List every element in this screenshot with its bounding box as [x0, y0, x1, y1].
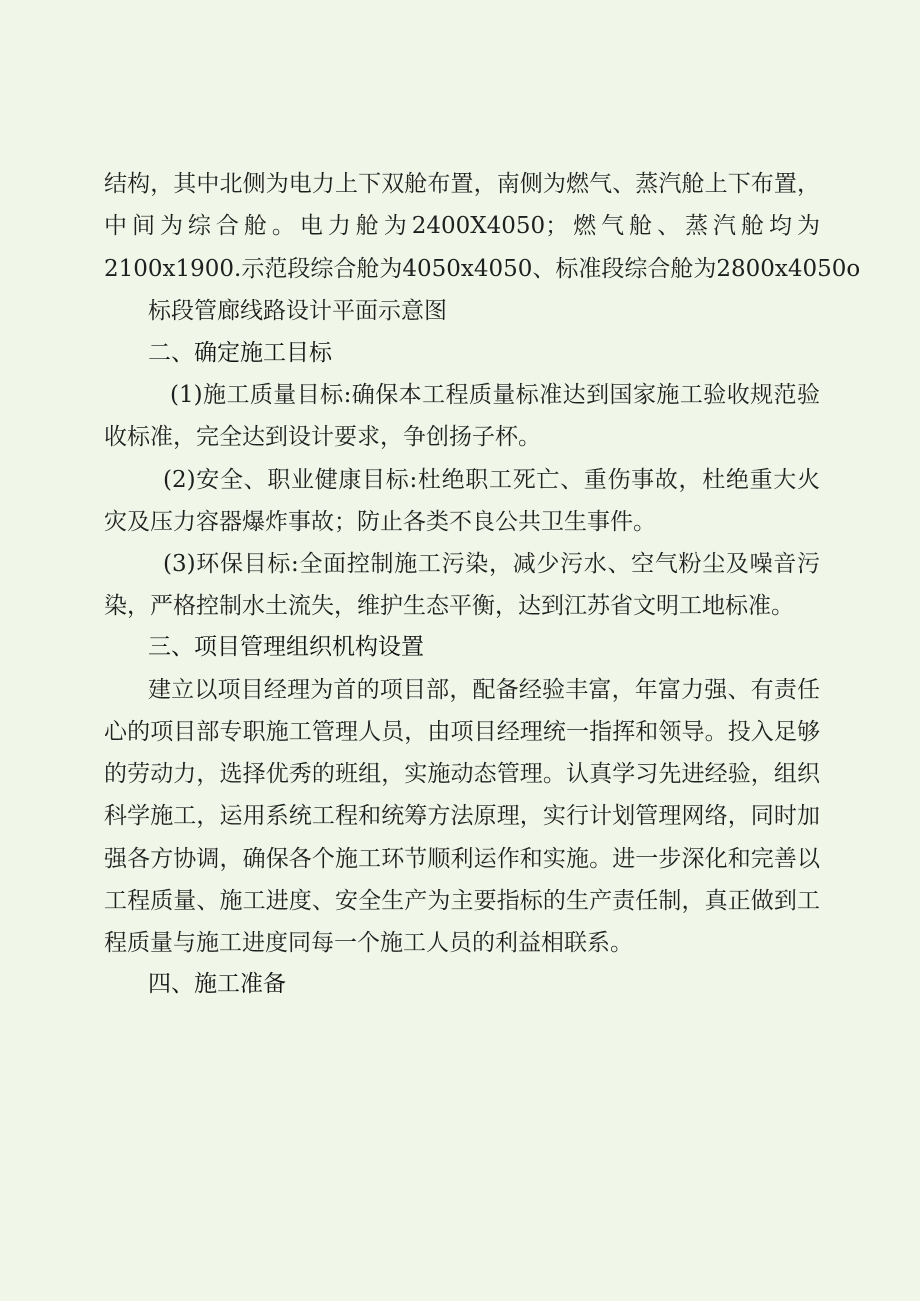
org-paragraph-line-5: 强各方协调，确保各个施工环节顺利运作和实施。进一步深化和完善以 — [104, 846, 820, 872]
org-paragraph-line-3: 的劳动力，选择优秀的班组，实施动态管理。认真学习先进经验，组织 — [104, 761, 820, 787]
org-paragraph-line-1: 建立以项目经理为首的项目部，配备经验丰富，年富力强、有责任 — [148, 677, 820, 703]
environment-goal-line-2: 染，严格控制水土流失，维护生态平衡，达到江苏省文明工地标准。 — [104, 593, 794, 619]
figure-caption: 标段管廊线路设计平面示意图 — [148, 298, 447, 324]
environment-goal-line-1: (3)环保目标:全面控制施工污染，减少污水、空气粉尘及噪音污 — [163, 551, 820, 577]
org-paragraph-line-7: 程质量与施工进度同每一个施工人员的利益相联系。 — [104, 930, 633, 956]
safety-goal-line-2: 灾及压力容器爆炸事故；防止各类不良公共卫生事件。 — [104, 509, 656, 535]
safety-goal-line-1: (2)安全、职业健康目标:杜绝职工死亡、重伤事故，杜绝重大火 — [163, 467, 820, 493]
intro-line-2: 中间为综合舱。电力舱为2400X4050；燃气舱、蒸汽舱均为 — [104, 213, 820, 239]
org-paragraph-line-2: 心的项目部专职施工管理人员，由项目经理统一指挥和领导。投入足够 — [104, 719, 820, 745]
intro-line-1: 结构，其中北侧为电力上下双舱布置，南侧为燃气、蒸汽舱上下布置， — [104, 171, 820, 197]
org-paragraph-line-6: 工程质量、施工进度、安全生产为主要指标的生产责任制，真正做到工 — [104, 888, 820, 914]
section-2-heading: 二、确定施工目标 — [148, 340, 332, 366]
section-3-heading: 三、项目管理组织机构设置 — [148, 634, 424, 660]
intro-line-3: 2100x1900.示范段综合舱为4050x4050、标准段综合舱为2800x4050o — [104, 256, 861, 282]
quality-goal-line-2: 收标准，完全达到设计要求，争创扬子杯。 — [104, 424, 541, 450]
org-paragraph-line-4: 科学施工，运用系统工程和统筹方法原理，实行计划管理网络，同时加 — [104, 803, 820, 829]
quality-goal-line-1: (1)施工质量目标:确保本工程质量标准达到国家施工验收规范验 — [170, 382, 820, 408]
section-4-heading: 四、施工准备 — [148, 971, 286, 997]
